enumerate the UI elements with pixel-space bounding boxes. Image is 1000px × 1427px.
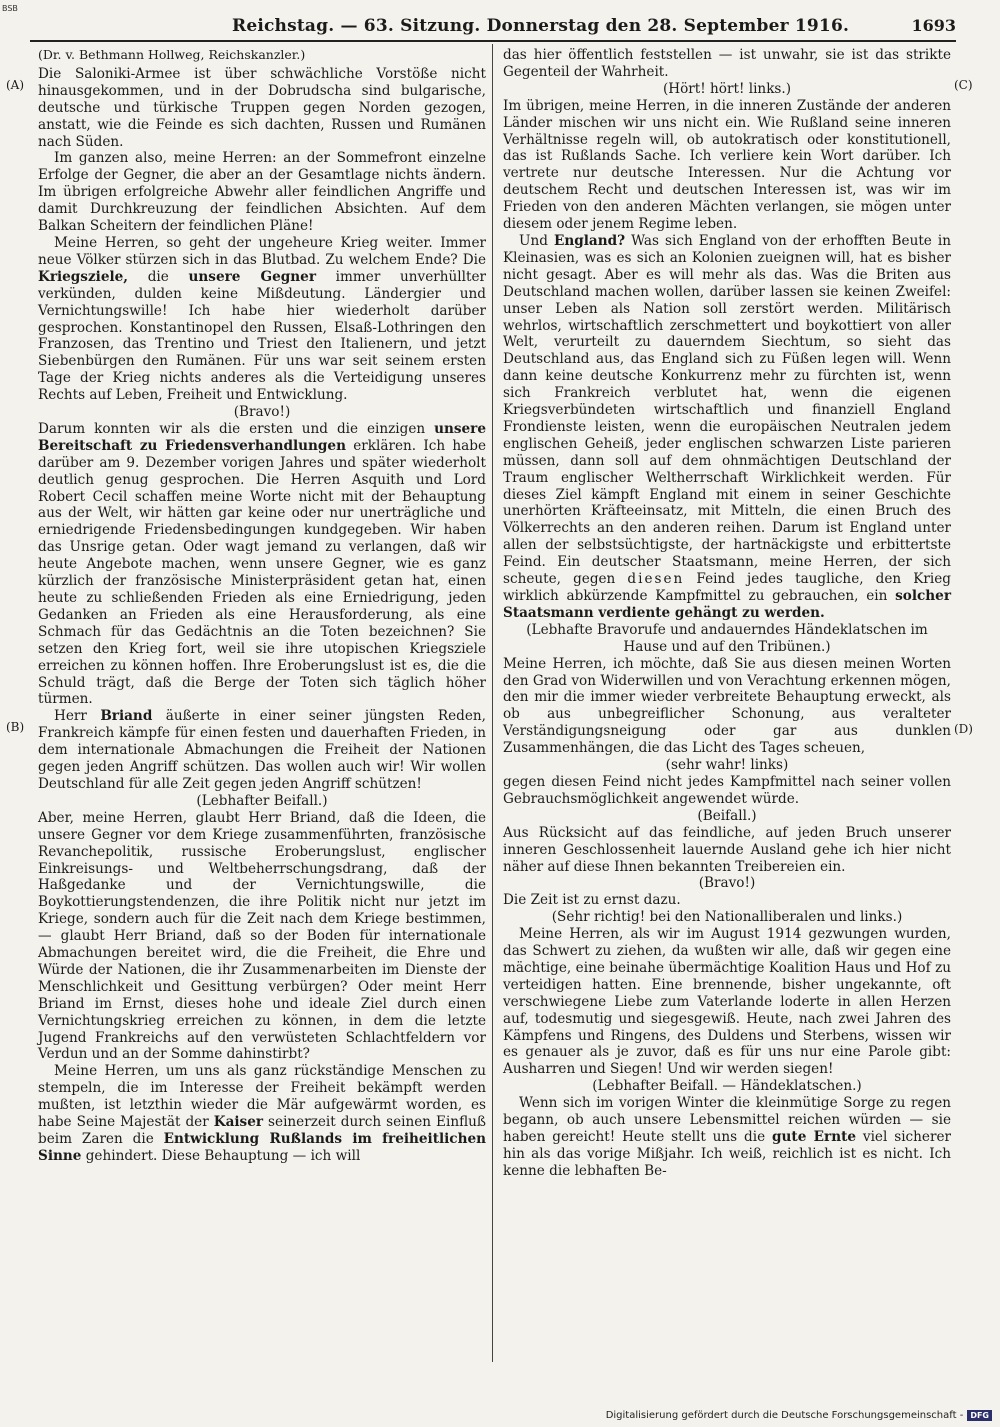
margin-marker-b: (B): [6, 720, 25, 734]
margin-marker-c: (C): [954, 78, 973, 92]
paragraph: Aus Rücksicht auf das feindliche, auf jeden Bruch unserer inneren Geschlossenheit lauernde Ausland gehe ich hier nicht näher auf diese Ihnen bekannten Treibereien ein.: [503, 824, 951, 875]
emphasis: England?: [553, 232, 626, 249]
paragraph: Die Zeit ist zu ernst dazu.: [503, 892, 681, 909]
paragraph: Und England? Was sich England von der erhofften Beute in Kleinasien, was es sich an Kolonien zueignen will, hat es bisher nicht gesagt. Aber es will mehr als das. Was die Briten aus Deutschland machen wollen, darüber lassen sie keinen Zweifel: unser Leben als Nation soll zerstört werden. Militärisch wehrlos, wirtschaftlich zerschmettert und boykottiert von aller Welt, verurteilt zu dauerndem Siechtum, so sieht das Deutschland aus, das England sich zu Füßen legen will. Wenn dann keine deutsche Konkurrenz mehr zu fürchten ist, wenn sich Frankreich verblutet hat, wenn die eigenen Kriegsverbündeten wirtschaftlich und finanziell England Frondienste leisten, wenn die europäischen Neutralen jedem englischen Geheiß, jeder englischen schwarzen Liste parieren müssen, dann soll auf dem ohnmächtigen Deutschland der Traum englischer Weltherrschaft Wirklichkeit werden. Für dieses Ziel kämpft England mit einem in seiner Geschichte unerhörten Kräfteeinsatz, mit Mitteln, die einen Bruch des Völkerrechts an den anderen reihen. Darum ist England unter allen der selbstsüchtigste, der hartnäckigste und erbittertste Feind. Ein deutscher Staatsmann, meine Herren, der sich scheute, gegen diesen Feind jedes taugliche, den Krieg wirklich abkürzende Kampfmittel zu gebrauchen, ein solcher Staatsmann verdiente gehängt zu werden.: [503, 232, 951, 621]
paragraph: das hier öffentlich feststellen — ist unwahr, sie ist das strikte Gegenteil der Wahrheit.: [503, 47, 951, 80]
paragraph: Darum konnten wir als die ersten und die einzigen unsere Bereitschaft zu Friedensverhandlungen erklären. Ich habe darüber am 9. Dezember vorigen Jahres und später wiederholt deutlich genug gesprochen. Die Herren Asquith und Lord Robert Cecil schaffen meine Worte nicht mit der Behauptung aus der Welt, wir hätten gar keine oder nur unerträgliche und erniedrigende Friedensbedingungen kundgegeben. Wir haben das Unsrige getan. Oder wagt jemand zu verlangen, daß wir heute Angebote machen, wenn unsere Gegner, wie es ganz kürzlich der französische Ministerpräsident getan hat, einen heute zu schließenden Frieden als eine Erniedrigung, jeden Gedanken an Frieden als eine Herausforderung, als eine Schmach für das Gedächtnis an die Toten bezeichnen? Sie setzen den Krieg fort, weil sie ihre utopischen Kriegsziele erreichen zu können hoffen. Ihre Eroberungslust ist es, die die Schuld trägt, daß die Berge der Toten sich täglich höher türmen.: [38, 420, 486, 708]
speaker-attribution: (Dr. v. Bethmann Hollweg, Reichskanzler.): [38, 47, 306, 62]
emphasis: Briand: [100, 708, 153, 725]
interjection: (Bravo!): [698, 875, 756, 892]
emphasis: unsere Bereitschaft zu Friedensverhandlungen: [38, 420, 486, 454]
column-divider: [492, 44, 493, 1362]
interjection: (Hört! hört! links.): [662, 80, 792, 97]
interjection: (Lebhafter Beifall. — Händeklatschen.): [592, 1078, 862, 1095]
paragraph: gegen diesen Feind nicht jedes Kampfmittel nach seiner vollen Gebrauchsmöglichkeit angewendet würde.: [503, 773, 951, 807]
emphasis: Entwicklung Rußlands im freiheitlichen Sinne: [38, 1131, 486, 1164]
footer-text: Digitalisierung gefördert durch die Deutsche Forschungsgemeinschaft -: [605, 1410, 964, 1421]
page-number: 1693: [911, 16, 956, 35]
paragraph: Im übrigen, meine Herren, in die inneren Zustände der anderen Länder mischen wir uns nicht ein. Wie Rußland seine inneren Verhältnisse regeln will, ob autokratisch oder konstitutionell, das ist Rußlands Sache. Ich verliere kein Wort darüber. Ich vertrete nur deutsche Interessen. Nur die Achtung vor deutschem Recht und deutschen Interessen ist, was wir im Frieden von den anderen Mächten verlangen, sie mögen unter diesem oder jenem Regime leben.: [503, 97, 951, 233]
interjection: (Lebhafte Bravorufe und andauerndes Händeklatschen im Hause und auf den Tribünen.): [526, 621, 928, 655]
emphasis: solcher Staatsmann verdiente gehängt zu werden.: [503, 588, 951, 621]
margin-marker-a: (A): [6, 78, 25, 92]
dfg-logo: DFG: [967, 1410, 992, 1421]
margin-marker-d: (D): [954, 722, 973, 736]
emphasis: Kaiser: [213, 1114, 264, 1131]
paragraph: Herr Briand äußerte in einer seiner jüngsten Reden, Frankreich kämpfe für einen festen und dauerhaften Frieden, in dem internationale Abmachungen die Freiheit der Nationen gegen jeden Angriff schützen. Das wollen auch wir! Wir wollen Deutschland für alle Zeit gegen jeden Angriff schützen!: [38, 708, 486, 792]
emphasis: Kriegsziele,: [38, 268, 129, 285]
interjection: (Beifall.): [697, 807, 757, 824]
paragraph: Meine Herren, als wir im August 1914 gezwungen wurden, das Schwert zu ziehen, da wußten wir alle, daß wir gegen eine mächtige, eine beinahe übermächtige Koalition Haus und Hof zu verteidigen hatten. Eine brennende, bisher ungekannte, oft verschwiegene Liebe zum Vaterlande loderte in allen Herzen auf, todesmutig und siegesgewiß. Heute, nach zwei Jahren des Kämpfens und Ringens, des Duldens und Sterbens, wissen wir es genauer als je zuvor, daß es für uns nur eine Parole gibt: Ausharren und Siegen! Und wir werden siegen!: [503, 926, 951, 1078]
interjection: (Bravo!): [233, 404, 291, 421]
interjection: (sehr wahr! links): [665, 757, 789, 774]
paragraph: Meine Herren, so geht der ungeheure Krieg weiter. Immer neue Völker stürzen sich in das Blutbad. Zu welchem Ende? Die Kriegsziele, die unsere Gegner immer unverhüllter verkünden, dulden keine Mißdeutung. Ländergier und Vernichtungswille! Ich habe hier wiederholt darüber gesprochen. Konstantinopel den Russen, Elsaß-Lothringen den Franzosen, das Trentino und Triest den Italienern, und jetzt Siebenbürgen den Rumänen. Für uns war seit seinem ersten Tage der Krieg nichts anderes als die Verteidigung unseres Rechts auf Leben, Freiheit und Entwicklung.: [38, 234, 486, 404]
left-column: [38, 47, 486, 1165]
interjection: (Lebhafter Beifall.): [196, 792, 328, 809]
corner-label: BSB: [2, 4, 18, 13]
emphasis: unsere Gegner: [188, 268, 316, 285]
paragraph: Aber, meine Herren, glaubt Herr Briand, daß die Ideen, die unsere Gegner vor dem Kriege zusammenführten, französische Revanchepolitik, russische Eroberungslust, englischer Einkreisungs- und Weltbeherrschungsdrang, daß der Haßgedanke und der Vernichtungswille, die Boykottierungstendenzen, die ihre Politik nicht nur jetzt im Kriege, sondern auch für die Zeit nach dem Kriege bestimmen, — glaubt Herr Briand, daß so der Boden für internationale Abmachungen bereitet wird, die die Freiheit, die Ehre und Würde der Nationen, die ihr Zusammenarbeiten im Dienste der Menschlichkeit und Gesittung verbürgen? Oder meint Herr Briand im Ernst, dieses hohe und ideale Ziel durch einen Vernichtungskrieg erreichen zu können, in dem die letzte Jugend Frankreichs auf den verwüsteten Schlachtfeldern vor Verdun und an der Somme dahinstirbt?: [38, 809, 486, 1063]
right-column: [503, 47, 951, 1180]
page-title: Reichstag. — 63. Sitzung. Donnerstag den 28. September 1916.: [232, 16, 850, 36]
emphasis: gute Ernte: [772, 1129, 857, 1145]
paragraph: Die Saloniki-Armee ist über schwächliche Vorstöße nicht hinausgekommen, und in der Dobrudscha sind bulgarische, deutsche und türkische Truppen gegen Norden gezogen, anstatt, wie die Feinde es sich dachten, Russen und Rumänen nach Süden.: [38, 65, 486, 150]
spaced-emphasis: diesen: [627, 571, 685, 588]
interjection: (Sehr richtig! bei den Nationalliberalen und links.): [551, 909, 903, 926]
paragraph: Im ganzen also, meine Herren: an der Sommefront einzelne Erfolge der Gegner, die aber an der Gesamtlage nichts ändern. Im übrigen erfolgreiche Abwehr aller feindlichen Angriffe und damit Durchkreuzung der feindlichen Absichten. Auf dem Balkan Scheitern der feindlichen Pläne!: [38, 150, 486, 235]
paragraph: Meine Herren, um uns als ganz rückständige Menschen zu stempeln, die im Interesse der Freiheit bekämpft werden mußten, ist letzthin wieder die Mär aufgewärmt worden, es habe Seine Majestät der Kaiser seinerzeit durch seinen Einfluß beim Zaren die Entwicklung Rußlands im freiheitlichen Sinne gehindert. Diese Behauptung — ich will: [38, 1063, 486, 1164]
paragraph: Meine Herren, ich möchte, daß Sie aus diesen meinen Worten den Grad von Widerwillen und von Verachtung erkennen mögen, den mir die immer wieder verbreitete Behauptung erweckt, als ob aus unbegreiflicher Schonung, aus veralteter Verständigungsneigung oder gar aus dunklen Zusammenhängen, die das Licht des Tages scheuen,: [503, 655, 951, 757]
page-header: [30, 16, 956, 40]
header-rule: [30, 40, 956, 42]
digitization-footer: [606, 1410, 992, 1421]
paragraph: Wenn sich im vorigen Winter die kleinmütige Sorge zu regen begann, ob auch unsere Lebensmittel reichen würden — sie haben gereicht! Heute stellt uns die gute Ernte viel sicherer hin als das vorige Mißjahr. Ich weiß, reichlich ist es nicht. Ich kenne die lebhaften Be-: [503, 1095, 952, 1179]
